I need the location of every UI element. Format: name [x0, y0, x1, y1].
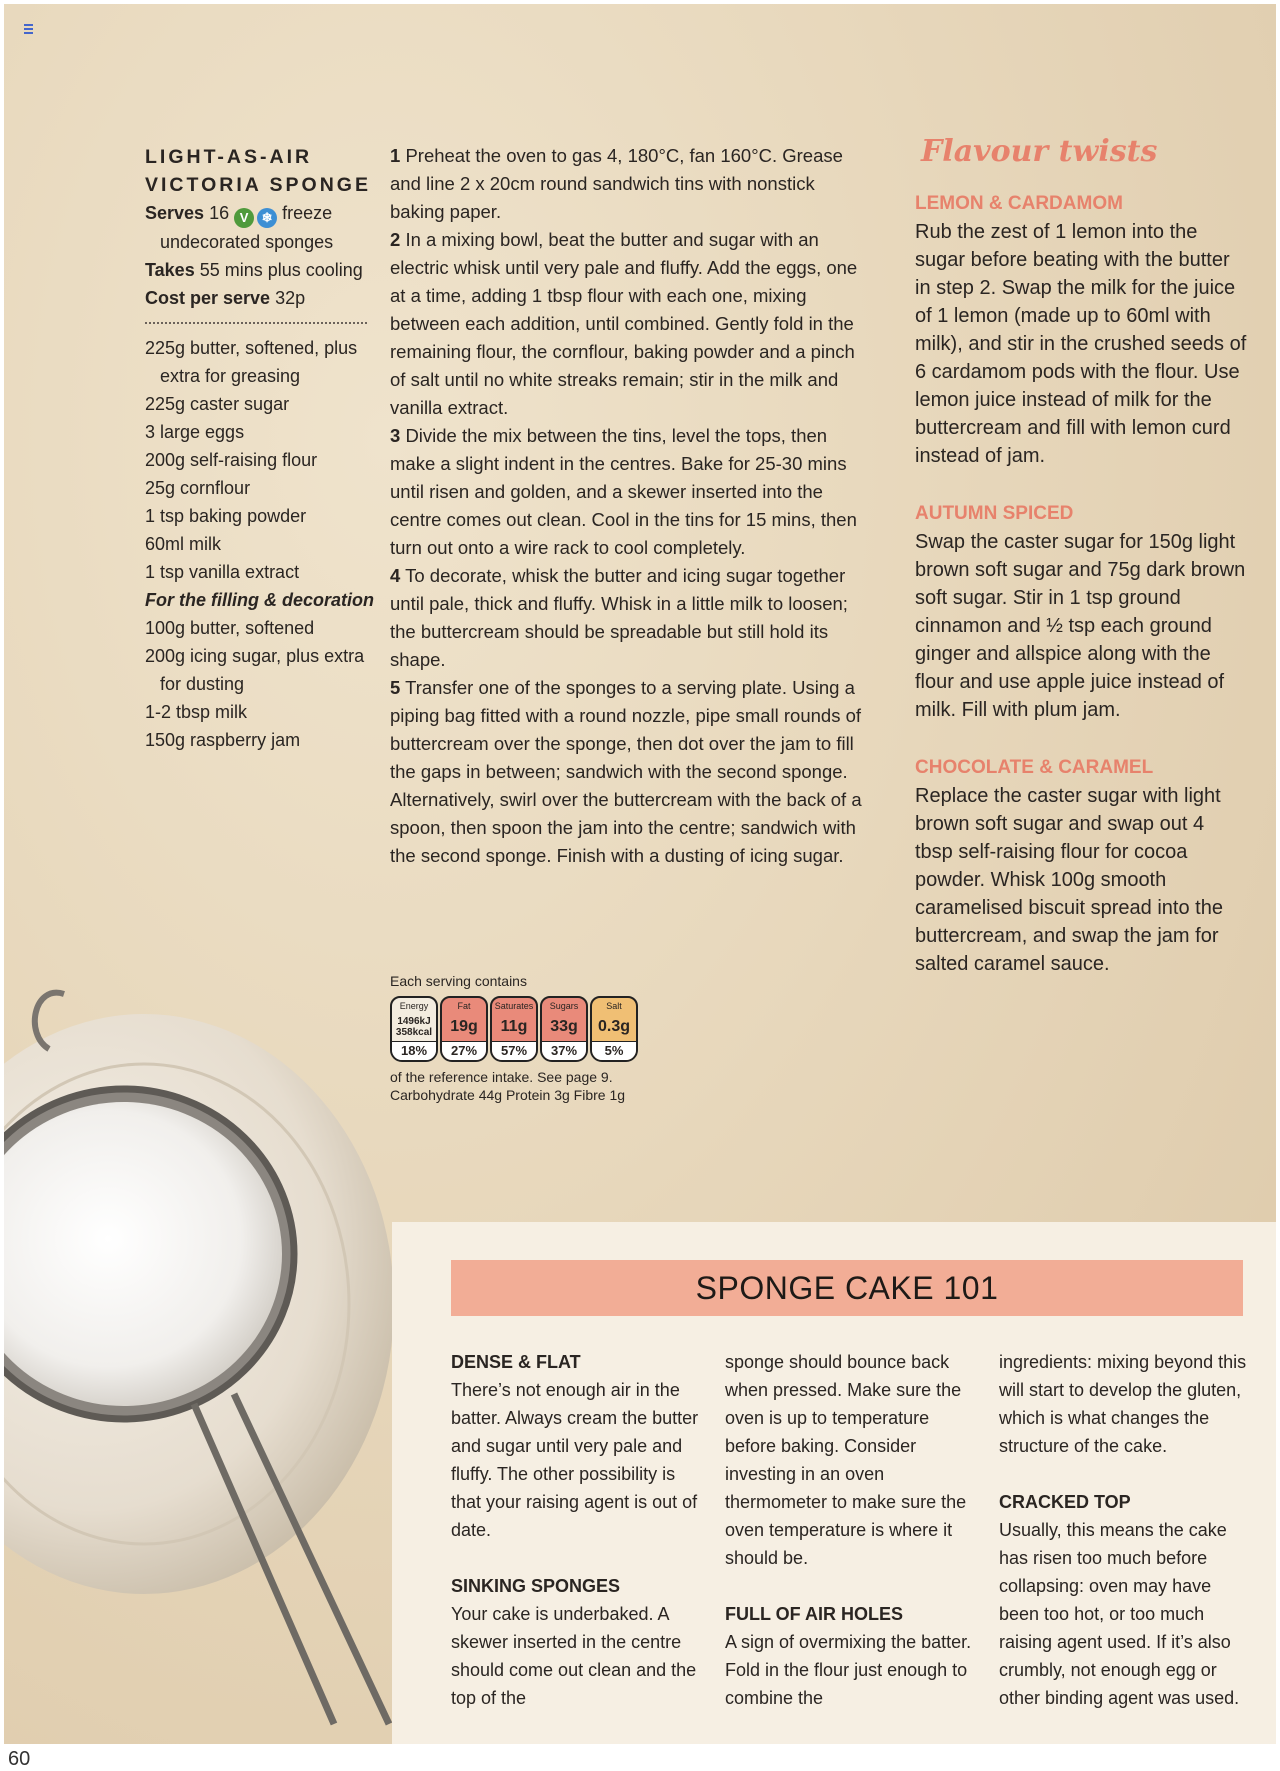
ingredient-item: 60ml milk [145, 534, 222, 554]
tip-text: A sign of overmixing the batter. Fold in the flour just enough to combine the [725, 1632, 972, 1708]
method-step [390, 142, 864, 226]
nutrition-percent: 27% [442, 1041, 486, 1060]
freeze-text: freeze undecorated sponges [160, 203, 334, 252]
tip-heading: SINKING SPONGES [451, 1576, 621, 1596]
cost-info [145, 284, 375, 312]
tips-column-3 [999, 1348, 1251, 1740]
tip-text: sponge should bounce back when pressed. Make sure the oven is up to temperature before baking. Consider investing in an oven thermometer to make sure the oven temperature is where it should be. [725, 1352, 967, 1568]
sieve-icon [4, 924, 424, 1744]
step-text: Divide the mix between the tins, level the tops, then make a slight indent in the centres. Bake for 25-30 mins until risen and golden, and a skewer inserted into the centre comes out clean. Cool in the tins for 15 mins, then turn out onto a wire rack to cool completely. [390, 425, 857, 558]
step-text: Transfer one of the sponges to a serving plate. Using a piping bag fitted with a round nozzle, pipe small rounds of buttercream over the sponge, then dot over the jam to fill the gaps in between; sandwich with the second sponge. Alternatively, swirl over the buttercream with the back of a spoon, then spoon the jam into the centre; sandwich with the second sponge. Finish with a dusting of icing sugar. [390, 677, 862, 866]
tips-column-1 [451, 1348, 703, 1740]
page-number: 60 [8, 1748, 31, 1770]
flavour-twists-title: Flavour twists [915, 132, 1247, 172]
nutrition-labels [390, 996, 710, 1062]
ingredient-item: 225g butter, softened, plus extra for greasing [145, 338, 358, 386]
nutrition-energy-box [390, 996, 438, 1062]
step-number: 2 [390, 229, 401, 250]
nutrition-value: 19g [450, 1017, 478, 1035]
ingredient-item: 200g self-raising flour [145, 450, 318, 470]
step-text: To decorate, whisk the butter and icing sugar together until pale, thick and fluffy. Whisk in a little milk to loosen; the buttercream should be spreadable but still hold its shape. [390, 565, 848, 670]
ingredient-item: 25g cornflour [145, 478, 251, 498]
nutrition-value: 0.3g [597, 1017, 630, 1035]
ingredient-item: 225g caster sugar [145, 394, 290, 414]
filling-ingredient-item: 100g butter, softened [145, 618, 315, 638]
nutrition-percent: 5% [592, 1041, 636, 1060]
serves-info [145, 199, 375, 256]
nutrition-label: Fat [457, 1001, 471, 1011]
serves-value: 16 [209, 203, 230, 223]
nutrition-panel [390, 972, 710, 1104]
recipe-title [145, 143, 375, 199]
twist-heading: CHOCOLATE & CARAMEL [915, 757, 1154, 778]
tips-title: SPONGE CAKE 101 [451, 1260, 1243, 1316]
nutrition-saturates-box [490, 996, 538, 1062]
menu-icon[interactable] [24, 24, 33, 34]
recipe-info-column [145, 143, 375, 754]
nutrition-label: Sugars [549, 1001, 579, 1011]
nutrition-label: Salt [606, 1001, 622, 1011]
nutrition-heading: Each serving contains [390, 973, 527, 989]
nutrition-label: Saturates [494, 1001, 534, 1011]
nutrition-percent: 37% [542, 1041, 586, 1060]
filling-ingredient-item: 200g icing sugar, plus extra for dusting [145, 646, 365, 694]
sponge-cake-tips-box [392, 1222, 1276, 1744]
twist-item [915, 190, 1247, 470]
ingredients-list [145, 334, 375, 754]
nutrition-percent: 57% [492, 1041, 536, 1060]
ingredient-item: 1 tsp baking powder [145, 506, 307, 526]
takes-label: Takes [145, 260, 195, 280]
serves-label: Serves [145, 203, 205, 223]
method-step [390, 674, 864, 870]
magazine-page [4, 4, 1276, 1744]
method-step [390, 422, 864, 562]
step-text: Preheat the oven to gas 4, 180°C, fan 160°C. Grease and line 2 x 20cm round sandwich tins with nonstick baking paper. [390, 145, 843, 222]
twist-heading: AUTUMN SPICED [915, 503, 1074, 524]
nutrition-salt-box [590, 996, 638, 1062]
takes-value: 55 mins plus cooling [199, 260, 363, 280]
dotted-divider [145, 322, 367, 324]
twist-item [915, 500, 1247, 724]
tips-column-2 [725, 1348, 977, 1740]
ingredient-item: 3 large eggs [145, 422, 245, 442]
nutrition-percent: 18% [392, 1041, 436, 1060]
recipe-title-line1: LIGHT-AS-AIR [145, 146, 313, 168]
method-step [390, 562, 864, 674]
twist-text: Replace the caster sugar with light brown soft sugar and swap out 4 tbsp self-raising flour for cocoa powder. Whisk 100g smooth caramelised biscuit spread into the buttercream, and swap the jam for salted caramel sauce. [915, 785, 1223, 975]
energy-kj: 1496kJ [397, 1015, 431, 1027]
tip-text: ingredients: mixing beyond this will start to develop the gluten, which is what changes the structure of the cake. [999, 1352, 1247, 1456]
sieve-illustration [4, 924, 424, 1744]
twist-text: Swap the caster sugar for 150g light brown soft sugar and 75g dark brown soft sugar. Stir in 1 tsp ground cinnamon and ½ tsp each ground ginger and allspice along with the flour and use apple juice instead of milk. Fill with plum jam. [915, 531, 1246, 721]
method-step [390, 226, 864, 422]
method-column [390, 142, 864, 870]
nutrition-value [396, 1016, 432, 1038]
twist-heading: LEMON & CARDAMOM [915, 193, 1123, 214]
filling-ingredient-item: 1-2 tbsp milk [145, 702, 248, 722]
freeze-icon: ❄ [257, 208, 277, 228]
step-number: 3 [390, 425, 401, 446]
tip-text: Usually, this means the cake has risen too much before collapsing: oven may have been too hot, or too much raising agent used. If it’s also crumbly, not enough egg or other binding agent was used. [999, 1520, 1240, 1708]
step-number: 5 [390, 677, 401, 698]
nutrition-value: 11g [500, 1017, 528, 1035]
tip-text: There’s not enough air in the batter. Always cream the butter and sugar until very pale and fluffy. The other possibility is that your raising agent is out of date. [451, 1380, 699, 1540]
recipe-title-line2: VICTORIA SPONGE [145, 174, 371, 196]
nutrition-value: 33g [550, 1017, 578, 1035]
cost-value: 32p [275, 288, 306, 308]
nutrition-extra: Carbohydrate 44g Protein 3g Fibre 1g [390, 1087, 626, 1103]
step-text: In a mixing bowl, beat the butter and sugar with an electric whisk until very pale and fluffy. Add the eggs, one at a time, adding 1 tbsp flour with each one, mixing between each addition, until combined. Gently fold in the remaining flour, the cornflour, baking powder and a pinch of salt until no white streaks remain; stir in the milk and vanilla extract. [390, 229, 858, 418]
twist-text: Rub the zest of 1 lemon into the sugar before beating with the butter in step 2. Swap the milk for the juice of 1 lemon (made up to 60ml with milk), and stir in the crushed seeds of 6 cardamom pods with the flour. Use lemon juice instead of milk for the buttercream and fill with lemon curd instead of jam. [915, 221, 1247, 467]
nutrition-label: Energy [399, 1001, 429, 1011]
nutrition-sugars-box [540, 996, 588, 1062]
energy-kcal: 358kcal [395, 1026, 433, 1038]
step-number: 4 [390, 565, 401, 586]
tip-heading: CRACKED TOP [999, 1492, 1131, 1512]
tip-text: Your cake is underbaked. A skewer inserted in the centre should come out clean and the top of the [451, 1604, 697, 1708]
tip-heading: FULL OF AIR HOLES [725, 1604, 903, 1624]
step-number: 1 [390, 145, 401, 166]
vegetarian-icon: V [234, 208, 254, 228]
cost-label: Cost per serve [145, 288, 271, 308]
ingredient-item: 1 tsp vanilla extract [145, 562, 300, 582]
filling-ingredient-item: 150g raspberry jam [145, 730, 301, 750]
twist-item [915, 754, 1247, 978]
tip-heading: DENSE & FLAT [451, 1352, 581, 1372]
nutrition-footnote: of the reference intake. See page 9. [390, 1069, 613, 1085]
filling-heading: For the filling & decoration [145, 590, 374, 610]
takes-info [145, 256, 375, 284]
nutrition-fat-box [440, 996, 488, 1062]
flavour-twists-column [915, 132, 1247, 1008]
